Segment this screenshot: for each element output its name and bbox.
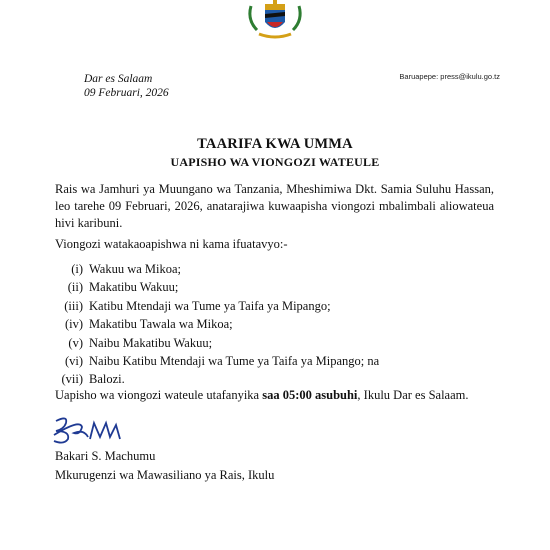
list-number: (i): [71, 262, 83, 276]
list-text: Balozi.: [89, 372, 125, 387]
list-item: [55, 299, 379, 317]
signatory-block: [55, 447, 274, 485]
body-paragraph: Rais wa Jamhuri ya Muungano wa Tanzania, Mheshimiwa Dkt. Samia Suluhu Hassan, leo tarehe 09 Februari, 2026, anatarajiwa kuwaapisha viongozi mbalimbali aliowateua hivi karibuni.: [55, 182, 494, 230]
coat-of-arms-icon: [243, 0, 307, 40]
list-item: [55, 336, 379, 354]
notice-subtitle: UAPISHO WA VIONGOZI WATEULE: [170, 155, 380, 169]
letter-location-date: [84, 72, 169, 100]
location-text: Dar es Salaam: [84, 73, 153, 85]
list-number: (v): [68, 335, 83, 350]
list-intro: Viongozi watakaoapishwa ni kama ifuatavyo:-: [55, 237, 288, 251]
closing-sentence: [55, 388, 469, 403]
list-number: (vii): [61, 372, 83, 387]
list-text: Naibu Katibu Mtendaji wa Tume ya Taifa ya Mipango; na: [89, 353, 380, 368]
list-text: Wakuu wa Mikoa;: [89, 262, 182, 276]
list-text: Makatibu Tawala wa Mikoa;: [89, 317, 233, 332]
closing-time: saa 05:00 asubuhi: [262, 388, 358, 402]
list-text: Katibu Mtendaji wa Tume ya Taifa ya Mipango;: [89, 298, 331, 313]
list-item: [55, 280, 379, 298]
signatory-name: Bakari S. Machumu: [55, 449, 156, 463]
signature-icon: [50, 413, 130, 447]
list-text: Makatibu Wakuu;: [89, 280, 179, 295]
notice-title: TAARIFA KWA UMMA: [197, 136, 353, 152]
list-number: (ii): [67, 280, 83, 295]
date-text: 09 Februari, 2026: [84, 87, 169, 99]
closing-text-start: Uapisho wa viongozi wateule utafanyika: [55, 388, 263, 402]
appointee-list: [55, 262, 379, 391]
list-number: (vi): [64, 353, 83, 368]
signatory-title: Mkurugenzi wa Mawasiliano ya Rais, Ikulu: [55, 468, 275, 482]
email-text: Baruapepe: press@ikulu.go.tz: [399, 72, 500, 81]
list-number: (iii): [64, 298, 83, 313]
closing-text-end: , Ikulu Dar es Salaam.: [357, 388, 469, 402]
list-number: (iv): [64, 317, 83, 332]
list-item: [55, 354, 379, 372]
list-item: [55, 262, 379, 280]
list-item: [55, 317, 379, 335]
list-text: Naibu Makatibu Wakuu;: [89, 335, 213, 350]
